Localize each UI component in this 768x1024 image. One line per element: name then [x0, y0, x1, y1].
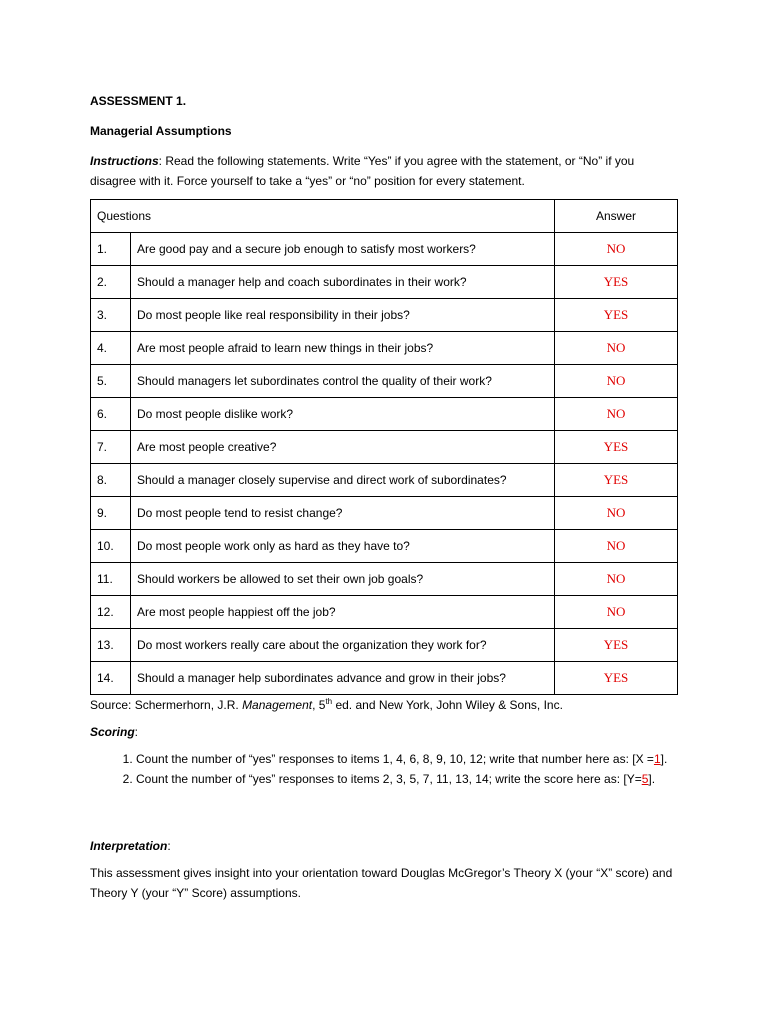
- y-score-value: 5: [641, 772, 649, 786]
- question-number: 6.: [91, 398, 131, 431]
- table-row: [91, 596, 678, 629]
- answer-value: YES: [555, 266, 678, 299]
- table-row: [91, 332, 678, 365]
- source-book-title: Management: [242, 698, 313, 712]
- instructions-text: : Read the following statements. Write “Yes” if you agree with the statement, or “No” if you disagree with it. Force yourself to take a “yes” or “no” position for every statement.: [90, 154, 635, 188]
- source-edition-superscript: th: [325, 697, 333, 706]
- question-number: 4.: [91, 332, 131, 365]
- question-text: Are most people happiest off the job?: [131, 596, 555, 629]
- question-text: Do most people work only as hard as they have to?: [131, 530, 555, 563]
- answer-value: NO: [555, 563, 678, 596]
- table-row: [91, 563, 678, 596]
- answer-header: Answer: [555, 200, 678, 233]
- question-text: Do most workers really care about the organization they work for?: [131, 629, 555, 662]
- scoring-item-x: 1. Count the number of “yes” responses to items 1, 4, 6, 8, 9, 10, 12; write that number here as: [X =1].: [136, 750, 696, 768]
- answer-value: NO: [555, 365, 678, 398]
- question-text: Should managers let subordinates control the quality of their work?: [131, 365, 555, 398]
- table-row: [91, 233, 678, 266]
- interpretation-label: Interpretation: [90, 839, 168, 853]
- answer-value: YES: [555, 629, 678, 662]
- answer-value: NO: [555, 398, 678, 431]
- table-row: [91, 530, 678, 563]
- source-rest: ed. and New York, John Wiley & Sons, Inc.: [332, 698, 563, 712]
- scoring-list: [112, 750, 696, 790]
- question-text: Do most people like real responsibility in their jobs?: [131, 299, 555, 332]
- table-body: [91, 233, 678, 695]
- question-text: Do most people tend to resist change?: [131, 497, 555, 530]
- answer-value: NO: [555, 596, 678, 629]
- questions-header: Questions: [91, 200, 555, 233]
- answer-value: YES: [555, 299, 678, 332]
- question-number: 13.: [91, 629, 131, 662]
- table-row: [91, 497, 678, 530]
- assessment-subtitle: Managerial Assumptions: [90, 124, 232, 138]
- question-number: 11.: [91, 563, 131, 596]
- source-citation: [90, 692, 680, 715]
- question-number: 5.: [91, 365, 131, 398]
- table-header-row: [91, 200, 678, 233]
- question-text: Should workers be allowed to set their own job goals?: [131, 563, 555, 596]
- source-edition: , 5: [312, 698, 326, 712]
- table-row: [91, 299, 678, 332]
- question-text: Are good pay and a secure job enough to satisfy most workers?: [131, 233, 555, 266]
- instructions-paragraph: [90, 151, 680, 191]
- question-number: 2.: [91, 266, 131, 299]
- question-number: 3.: [91, 299, 131, 332]
- x-score-value: 1: [653, 752, 661, 766]
- answer-value: YES: [555, 662, 678, 695]
- scoring-item-y: 2. Count the number of “yes” responses to items 2, 3, 5, 7, 11, 13, 14; write the score here as: [Y=5].: [136, 770, 696, 788]
- table-row: [91, 398, 678, 431]
- scoring-heading: Scoring:: [90, 725, 139, 739]
- instructions-label: Instructions: [90, 154, 159, 168]
- answer-value: NO: [555, 530, 678, 563]
- question-text: Should a manager closely supervise and direct work of subordinates?: [131, 464, 555, 497]
- question-text: Should a manager help subordinates advance and grow in their jobs?: [131, 662, 555, 695]
- question-number: 10.: [91, 530, 131, 563]
- question-text: Should a manager help and coach subordinates in their work?: [131, 266, 555, 299]
- question-number: 1.: [91, 233, 131, 266]
- source-prefix: Source: Schermerhorn, J.R.: [90, 698, 243, 712]
- table-row: [91, 365, 678, 398]
- answer-value: NO: [555, 332, 678, 365]
- question-number: 9.: [91, 497, 131, 530]
- scoring-label: Scoring: [90, 725, 135, 739]
- table-row: [91, 464, 678, 497]
- question-number: 8.: [91, 464, 131, 497]
- question-text: Are most people afraid to learn new things in their jobs?: [131, 332, 555, 365]
- assessment-table: [90, 199, 678, 695]
- table-row: [91, 266, 678, 299]
- question-number: 12.: [91, 596, 131, 629]
- table-row: [91, 431, 678, 464]
- question-number: 14.: [91, 662, 131, 695]
- interpretation-heading: Interpretation:: [90, 839, 171, 853]
- answer-value: NO: [555, 497, 678, 530]
- question-number: 7.: [91, 431, 131, 464]
- interpretation-paragraph: This assessment gives insight into your orientation toward Douglas McGregor’s Theory X (your “X” score) and Theory Y (your “Y” Score) assumptions.: [90, 866, 673, 900]
- assessment-title: ASSESSMENT 1.: [90, 94, 187, 108]
- question-text: Do most people dislike work?: [131, 398, 555, 431]
- table-row: [91, 629, 678, 662]
- answer-value: NO: [555, 233, 678, 266]
- table-row: [91, 662, 678, 695]
- answer-value: YES: [555, 464, 678, 497]
- answer-value: YES: [555, 431, 678, 464]
- question-text: Are most people creative?: [131, 431, 555, 464]
